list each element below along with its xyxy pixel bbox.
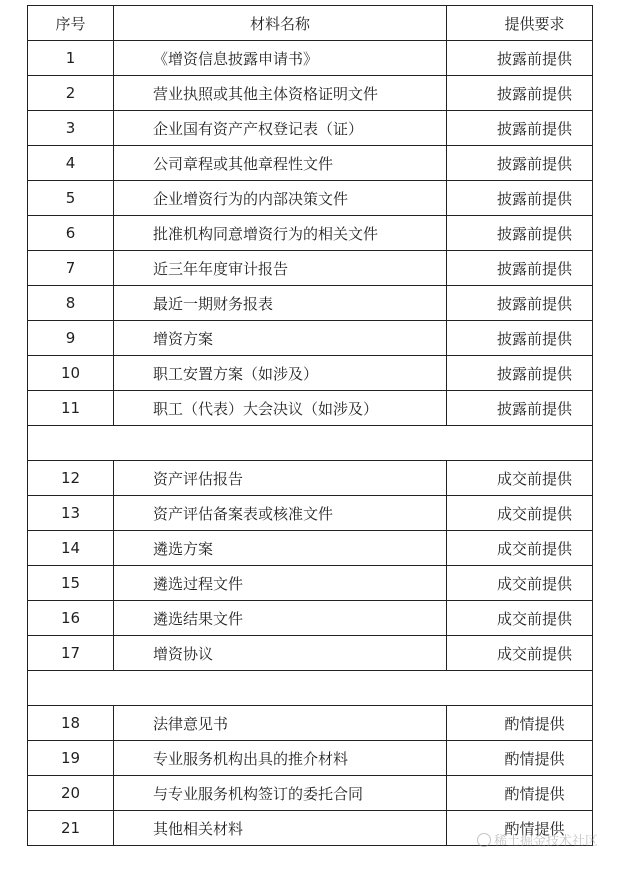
row-requirement: 披露前提供 (447, 76, 593, 111)
community-logo-icon (477, 833, 491, 847)
row-serial-number: 21 (28, 811, 114, 846)
row-serial-number: 20 (28, 776, 114, 811)
row-material-name: 专业服务机构出具的推介材料 (114, 741, 447, 776)
row-requirement: 酌情提供 (447, 776, 593, 811)
row-serial-number: 19 (28, 741, 114, 776)
row-requirement: 酌情提供 (447, 706, 593, 741)
row-requirement: 成交前提供 (447, 636, 593, 671)
table-body (28, 41, 593, 846)
table-row (28, 461, 593, 496)
row-serial-number: 7 (28, 251, 114, 286)
row-serial-number: 13 (28, 496, 114, 531)
row-material-name: 增资方案 (114, 321, 447, 356)
row-requirement: 披露前提供 (447, 356, 593, 391)
row-requirement: 酌情提供 (447, 811, 593, 846)
row-material-name: 营业执照或其他主体资格证明文件 (114, 76, 447, 111)
row-serial-number: 17 (28, 636, 114, 671)
row-material-name: 公司章程或其他章程性文件 (114, 146, 447, 181)
row-material-name: 近三年年度审计报告 (114, 251, 447, 286)
table-row (28, 566, 593, 601)
row-material-name: 《增资信息披露申请书》 (114, 41, 447, 76)
row-serial-number: 10 (28, 356, 114, 391)
row-requirement: 披露前提供 (447, 181, 593, 216)
row-material-name: 批准机构同意增资行为的相关文件 (114, 216, 447, 251)
row-material-name: 与专业服务机构签订的委托合同 (114, 776, 447, 811)
group-separator-row (28, 671, 593, 706)
row-serial-number: 5 (28, 181, 114, 216)
row-serial-number: 2 (28, 76, 114, 111)
row-material-name: 最近一期财务报表 (114, 286, 447, 321)
row-requirement: 披露前提供 (447, 146, 593, 181)
row-serial-number: 16 (28, 601, 114, 636)
row-requirement: 披露前提供 (447, 41, 593, 76)
header-material-name: 材料名称 (114, 6, 447, 41)
row-material-name: 企业国有资产产权登记表（证） (114, 111, 447, 146)
row-material-name: 遴选过程文件 (114, 566, 447, 601)
header-requirement: 提供要求 (447, 6, 593, 41)
row-material-name: 职工（代表）大会决议（如涉及） (114, 391, 447, 426)
row-material-name: 遴选结果文件 (114, 601, 447, 636)
row-requirement: 披露前提供 (447, 111, 593, 146)
table-row (28, 356, 593, 391)
table-row (28, 706, 593, 741)
table-row (28, 286, 593, 321)
table-row (28, 391, 593, 426)
table-row (28, 776, 593, 811)
watermark (477, 830, 598, 849)
row-requirement: 披露前提供 (447, 286, 593, 321)
row-requirement: 成交前提供 (447, 461, 593, 496)
table-row (28, 41, 593, 76)
row-material-name: 遴选方案 (114, 531, 447, 566)
row-requirement: 披露前提供 (447, 216, 593, 251)
row-serial-number: 9 (28, 321, 114, 356)
row-material-name: 其他相关材料 (114, 811, 447, 846)
table-row (28, 321, 593, 356)
row-material-name: 法律意见书 (114, 706, 447, 741)
row-serial-number: 15 (28, 566, 114, 601)
row-material-name: 增资协议 (114, 636, 447, 671)
row-serial-number: 18 (28, 706, 114, 741)
table-row (28, 251, 593, 286)
row-serial-number: 8 (28, 286, 114, 321)
group-separator-cell (28, 671, 593, 706)
table-row (28, 636, 593, 671)
table-row (28, 531, 593, 566)
table-row (28, 76, 593, 111)
table-row (28, 111, 593, 146)
row-serial-number: 12 (28, 461, 114, 496)
row-requirement: 披露前提供 (447, 391, 593, 426)
row-requirement: 成交前提供 (447, 496, 593, 531)
table-row (28, 496, 593, 531)
table-row (28, 216, 593, 251)
row-requirement: 成交前提供 (447, 566, 593, 601)
group-separator-row (28, 426, 593, 461)
table-row (28, 741, 593, 776)
row-material-name: 资产评估报告 (114, 461, 447, 496)
row-serial-number: 6 (28, 216, 114, 251)
table-row (28, 181, 593, 216)
row-serial-number: 1 (28, 41, 114, 76)
group-separator-cell (28, 426, 593, 461)
table-row (28, 146, 593, 181)
row-requirement: 成交前提供 (447, 601, 593, 636)
table-header-row (28, 6, 593, 41)
row-requirement: 披露前提供 (447, 251, 593, 286)
watermark-text: 稀土掘金技术社区 (493, 834, 598, 849)
row-requirement: 成交前提供 (447, 531, 593, 566)
header-serial-number: 序号 (28, 6, 114, 41)
row-requirement: 酌情提供 (447, 741, 593, 776)
row-material-name: 职工安置方案（如涉及） (114, 356, 447, 391)
row-serial-number: 3 (28, 111, 114, 146)
row-serial-number: 4 (28, 146, 114, 181)
row-requirement: 披露前提供 (447, 321, 593, 356)
row-serial-number: 11 (28, 391, 114, 426)
table-row (28, 601, 593, 636)
row-material-name: 资产评估备案表或核准文件 (114, 496, 447, 531)
materials-table (27, 5, 593, 846)
row-material-name: 企业增资行为的内部决策文件 (114, 181, 447, 216)
row-serial-number: 14 (28, 531, 114, 566)
